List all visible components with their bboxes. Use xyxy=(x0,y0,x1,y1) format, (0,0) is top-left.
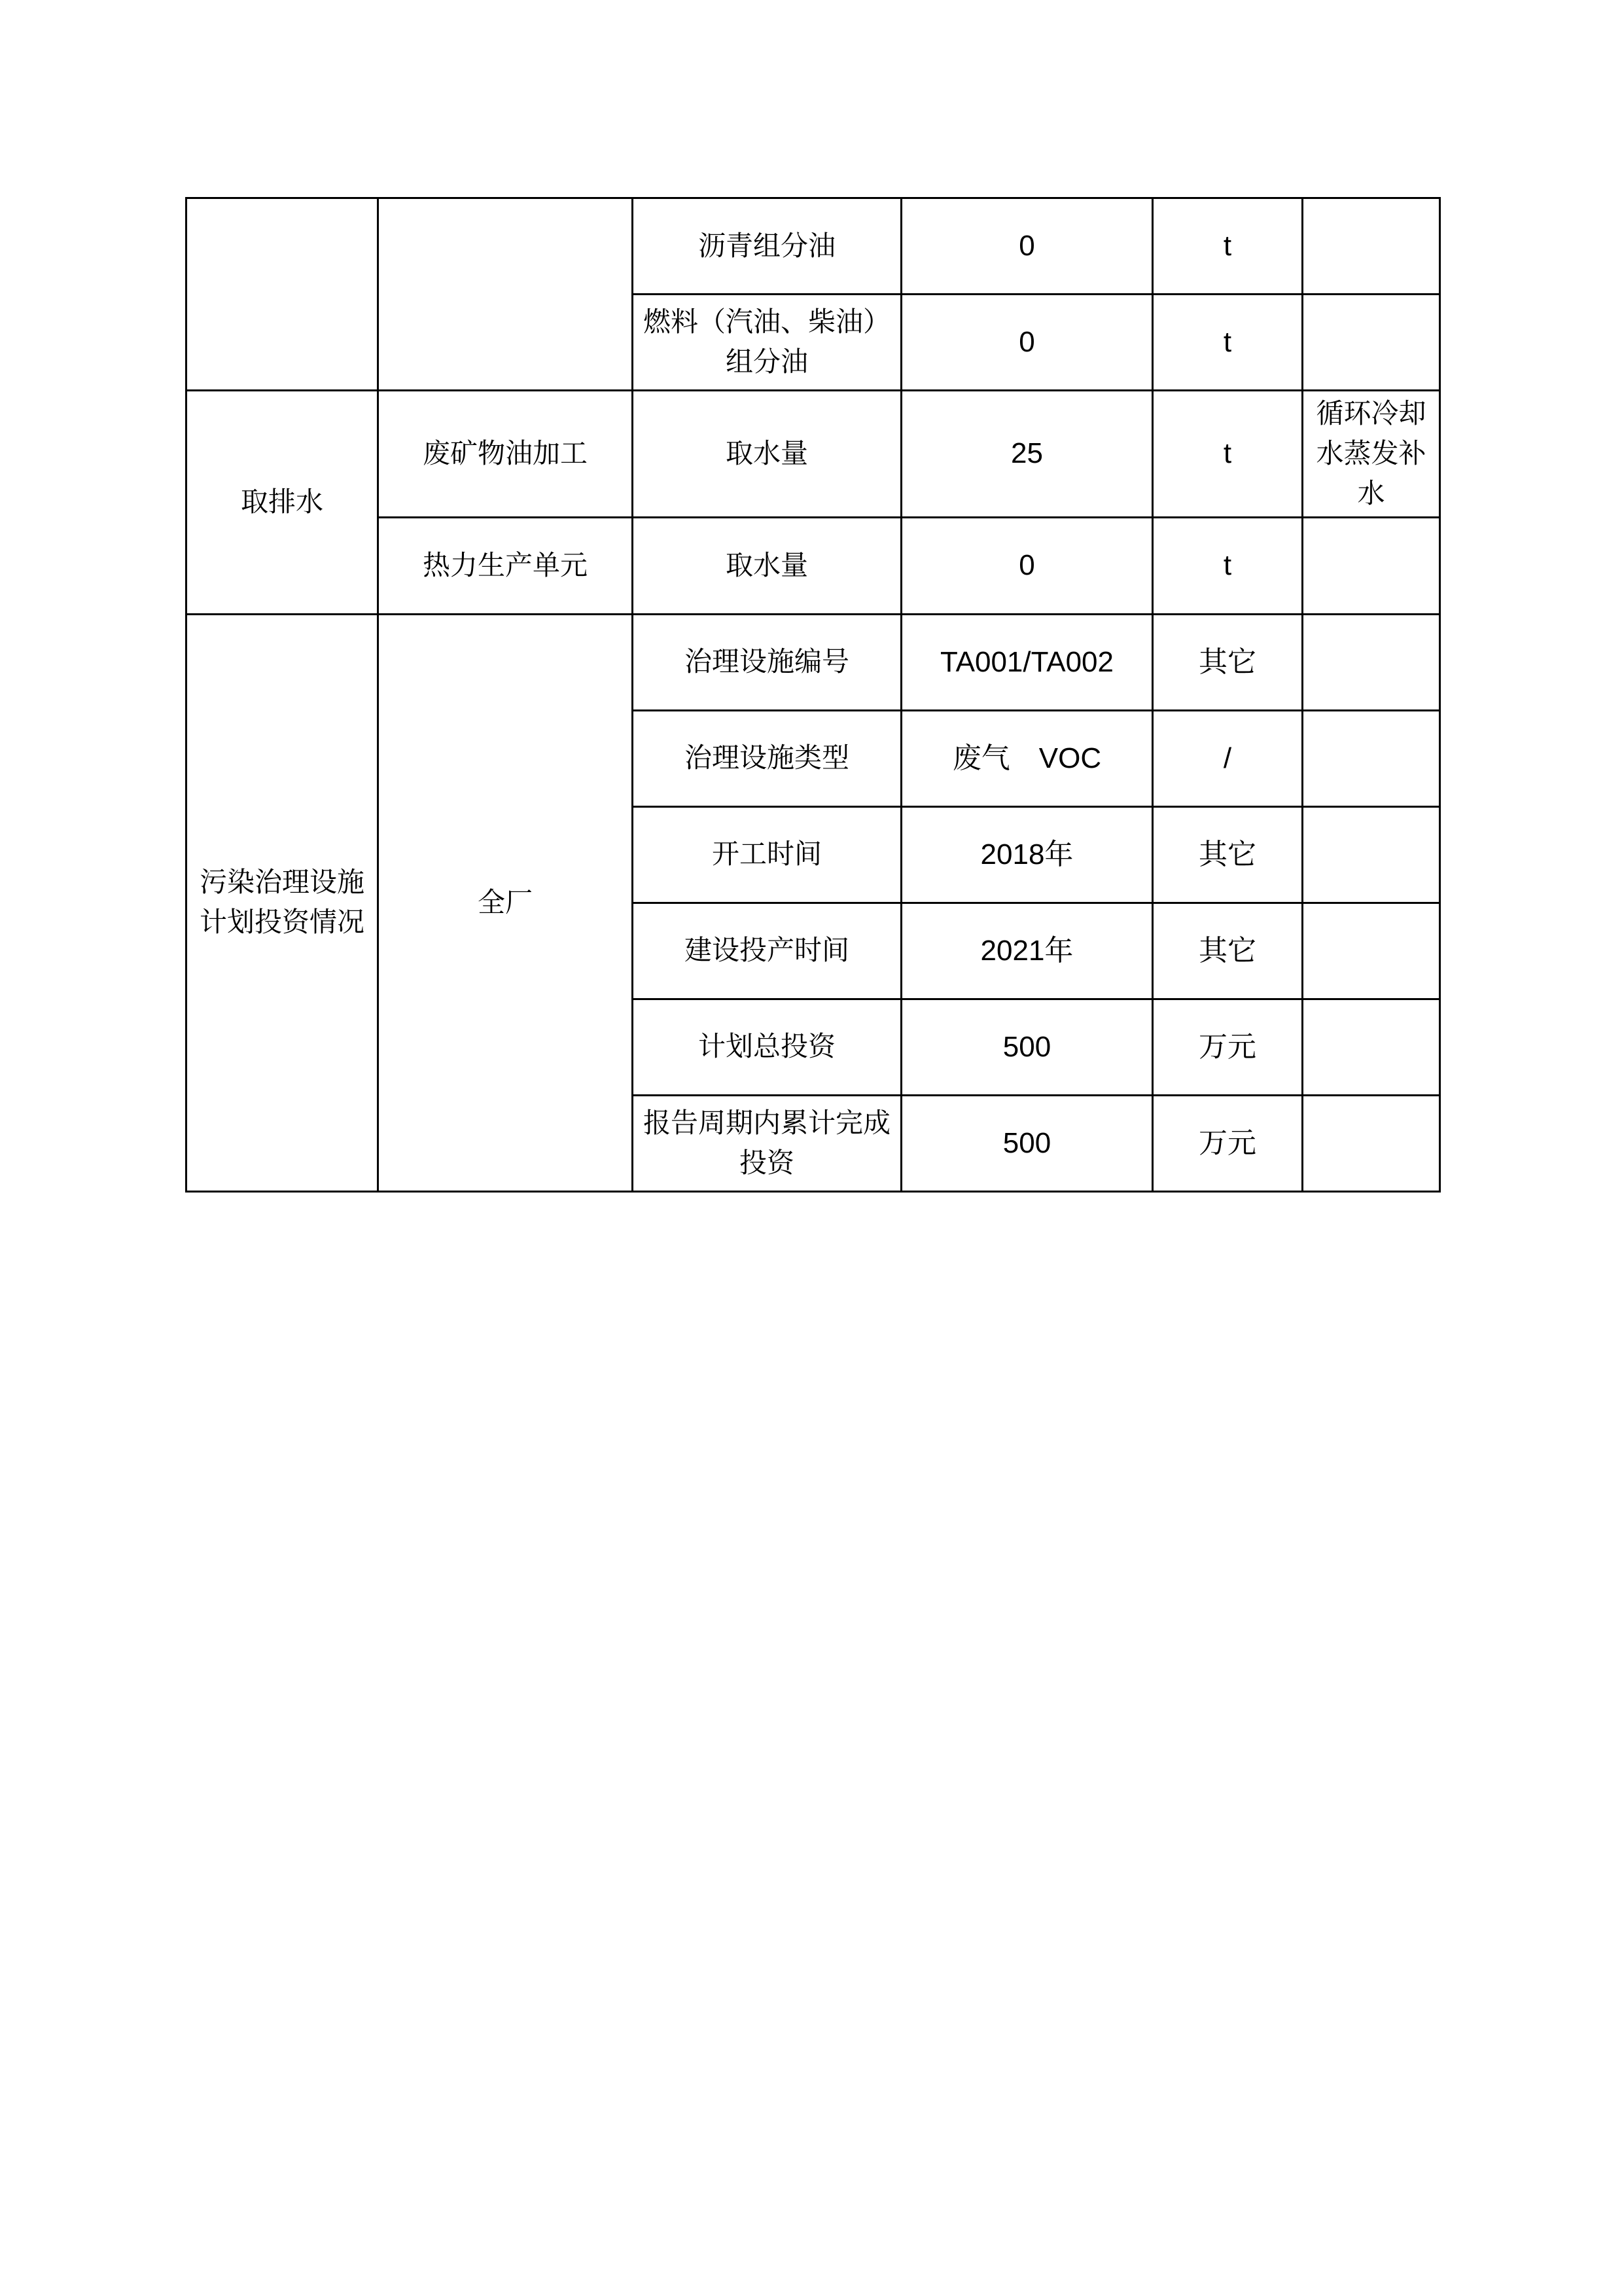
remark-cell xyxy=(1303,295,1440,391)
value-cell: 500 xyxy=(902,1095,1153,1191)
category-cell xyxy=(186,198,378,391)
item-cell: 燃料（汽油、柴油）组分油 xyxy=(633,295,902,391)
item-cell: 取水量 xyxy=(633,517,902,614)
unit-cell: t xyxy=(1153,295,1303,391)
item-cell: 取水量 xyxy=(633,391,902,518)
item-cell: 沥青组分油 xyxy=(633,198,902,295)
remark-cell xyxy=(1303,198,1440,295)
subcategory-cell: 废矿物油加工 xyxy=(378,391,633,518)
unit-cell: 万元 xyxy=(1153,999,1303,1095)
value-cell: 25 xyxy=(902,391,1153,518)
remark-cell xyxy=(1303,710,1440,806)
unit-cell: 万元 xyxy=(1153,1095,1303,1191)
unit-cell: t xyxy=(1153,517,1303,614)
item-cell: 治理设施类型 xyxy=(633,710,902,806)
unit-cell: 其它 xyxy=(1153,806,1303,903)
remark-cell xyxy=(1303,614,1440,710)
subcategory-cell xyxy=(378,198,633,391)
remark-cell xyxy=(1303,903,1440,999)
value-cell: 0 xyxy=(902,295,1153,391)
table-row xyxy=(186,391,1440,518)
value-cell: 2021年 xyxy=(902,903,1153,999)
remark-cell xyxy=(1303,1095,1440,1191)
unit-cell: t xyxy=(1153,198,1303,295)
value-cell: 0 xyxy=(902,198,1153,295)
item-cell: 报告周期内累计完成投资 xyxy=(633,1095,902,1191)
category-cell: 污染治理设施计划投资情况 xyxy=(186,614,378,1191)
remark-cell xyxy=(1303,517,1440,614)
value-cell: 废气 VOC xyxy=(902,710,1153,806)
unit-cell: 其它 xyxy=(1153,903,1303,999)
remark-cell: 循环冷却水蒸发补水 xyxy=(1303,391,1440,518)
item-cell: 计划总投资 xyxy=(633,999,902,1095)
value-cell: TA001/TA002 xyxy=(902,614,1153,710)
value-cell: 0 xyxy=(902,517,1153,614)
value-cell: 2018年 xyxy=(902,806,1153,903)
item-cell: 开工时间 xyxy=(633,806,902,903)
subcategory-cell: 全厂 xyxy=(378,614,633,1191)
category-cell: 取排水 xyxy=(186,391,378,615)
table-row xyxy=(186,614,1440,710)
remark-cell xyxy=(1303,806,1440,903)
subcategory-cell: 热力生产单元 xyxy=(378,517,633,614)
value-cell: 500 xyxy=(902,999,1153,1095)
unit-cell: t xyxy=(1153,391,1303,518)
item-cell: 建设投产时间 xyxy=(633,903,902,999)
data-table xyxy=(185,197,1441,1193)
item-cell: 治理设施编号 xyxy=(633,614,902,710)
table-row xyxy=(186,198,1440,295)
remark-cell xyxy=(1303,999,1440,1095)
unit-cell: / xyxy=(1153,710,1303,806)
unit-cell: 其它 xyxy=(1153,614,1303,710)
